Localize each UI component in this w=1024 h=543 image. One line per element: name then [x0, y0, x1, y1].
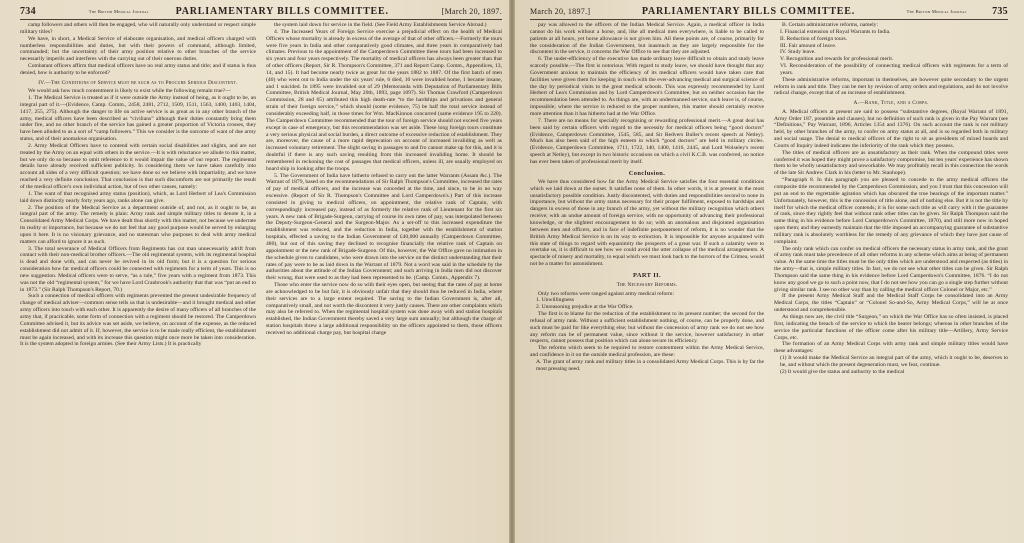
- paragraph: 2. Army Medical Officers have to contend with certain social disabilities and slights, and are not treated by the Army on an equal with others in the service.—It is with reluctance we allude to this matter, but we only do so because to omit reference to it would impair the value of our report. The regimental details have already received sufficient publicity. In considering them we have taken carefully into account all sides of a very difficult question; we have done so we believe with impartiality, and we have reached a very definite conclusion. That conclusion is that such discomforts are not primarily the result of the medical officer's own individual action, but of two other causes, namely:: [20, 142, 256, 190]
- right-page-number: 735: [992, 6, 1008, 17]
- left-page-date: [March 20, 1897.: [441, 7, 502, 16]
- paragraph: the system laid down for service in the field. (See Field Army Establishments Service Abroad.): [274, 22, 487, 28]
- list-item: I. Financial extension of Royal Warrants to India.: [780, 28, 891, 35]
- list-item: V. Recognition and rewards for professional merit.: [780, 56, 894, 63]
- right-column-1: [530, 22, 764, 376]
- paragraph: The only rank which can confer on medical officers the necessary status in army rank, and the grant of army rank must take precedence of all other reforms in any scheme which aims at being of permanent value. At the same time the titles must be the only titles which are understood and respected (as titles) in the army—that is, simple military titles. In fact, we do not see what other titles can be given. Sir Ralph Thompson said the same thing in his evidence before Lord Camperdown's Committee, 1876. “I do not know any good we go to such a point now, that I do not see how you can go a single step further without giving similar rank. I see no other way than by calling the medical officer Colonel or Major, etc.”: [774, 245, 1008, 293]
- left-column-1: [20, 22, 256, 348]
- paragraph: We would ask how much contentment is likely to exist while the following remain true?—: [28, 88, 231, 95]
- left-running-head: [20, 4, 502, 20]
- left-column-2: [266, 22, 502, 348]
- paragraph: The formation of an Army Medical Corps with army rank and simple military titles would have these advantages:: [774, 341, 1008, 355]
- right-columns: [530, 22, 1008, 376]
- paragraph: pay was allowed to the officers of the Indian Medical Service. Again, a medical officer in India cannot do his work without a horse, and, like all medical men everywhere, is liable to be called to patients at all hours, yet horse allowance is not given him. All these points are, of course, primarily for the consideration of the Indian Government, but inasmuch as they are largely responsible for the discontent in the service, it concerns the War Office to see that they are adjusted.: [530, 22, 764, 56]
- paragraph: 6. The under-efficiency of the executive has made ordinary leave difficult to obtain and study leave scarcely possible.—The first is notorious. With regard to study leave, we should have thought that any Government anxious to maintain the efficiency of its medical officers would have taken care that facilities were given them for keeping in touch with the ever-advancing medical and surgical science of the day by periodical visits to the great medical schools. This was expressly recommended by Lord Herbert of Lea's Commission and by Lord Camperdown's Committee, but on neither occasion has the recommendation been attended to. As things are, with an undermanned service, such leave is, of course, impossible; where the service is reduced to the proper numbers, this matter should certainly receive more attention than it has hitherto had at the War Office.: [530, 56, 764, 117]
- paragraph: Combatant officers affirm that medical officers have no real army status and title; and if status is thus denied, how is authority to be enforced?: [20, 63, 256, 76]
- paragraph: The reforms which seem to be required to restore contentment within the Army Medical Service, and confidence in it on the outside medical profession, are these:: [530, 345, 764, 359]
- right-running-head: [530, 4, 1008, 20]
- paragraph: 1. The want of that recognised army status (position), which, as Lord Herbert of Lea's Commission laid down distinctly nearly forty years ago, ranks alone can give.: [20, 190, 256, 204]
- right-page-title: PARLIAMENTARY BILLS COMMITTEE.: [641, 6, 856, 17]
- right-journal-name: The British Medical Journal: [906, 9, 967, 14]
- paragraph: The first is to blame for the reduction of the establishment to its present number; the second for the refusal of army rank. Without a sufficient establishment nothing, of course, can be properly done, and such must be paid for like everything else; but without the concession of army rank we do not see how any reform can be of permanent value, since without it the service, however satisfactory in other respects, cannot possess that position which can alone secure its efficiency.: [530, 311, 764, 345]
- paragraph: Only two reforms were ranged against army medical reform:: [538, 290, 675, 297]
- paragraph: B. Certain administrative reforms, namely:: [782, 22, 879, 28]
- list-item: III. Fair amount of leave.: [780, 42, 837, 49]
- paragraph: 7. There are no means for specially recognising or rewarding professional merit.—A great deal has been said by certain officers with regard to the necessity for medical officers being “good doctors” (Evidence, Camperdown Committee, 1545, 585, and Sir Redvers Buller's recent speech at Netley). Much has also been said of the high esteem in which “good doctors” are held in military circles. (Evidence, Camperdown Committee, 1711, 1722, 140, 1400, 1416, 2445, and Lord Wolseley's recent speech at Netley), but except in two historic occasions on which a civil K.C.B. was conferred, no notice has ever been taken of professional merit by itself.: [530, 117, 764, 165]
- list-item: 2. Unreasoning prejudice at the War Office.: [536, 304, 634, 311]
- right-page: [512, 0, 1024, 543]
- paragraph: A. Medical officers at present are said to possess “substantive degrees, (Royal Warrant of 1891, Army Order 187, preamble and clauses), but no definition of such rank is given in the Pay Warrant (see “Definitions,” Pay Warrant, 1896, Articles 1354 and 1376). On such account the rank is not military held, by other branches of the army, to confer on army status at all, and is so regarded both in military and social usage. The denial to medical officers of the right to sit as presidents of mixed boards and Courts of Inquiry indeed indicates the inferiority of the rank which they possess.: [774, 108, 1008, 149]
- list-item: VI. Reconsideration of the possibility of connecting medical officers with regiments for a term of years.: [780, 63, 1008, 76]
- paragraph: If the present Army Medical Staff and the Medical Staff Corps be consolidated into an Army Medical Corps, the titles “Captain” or “Colonel So-and-So, Army Medical Corps,” will be at once understood and comprehensible.: [774, 293, 1008, 314]
- right-page-date: March 20, 1897.]: [530, 7, 591, 16]
- left-page-title: PARLIAMENTARY BILLS COMMITTEE.: [175, 6, 389, 17]
- paragraph: The titles of medical officers are as unsatisfactory as their rank. When the compound titles were conferred it was hoped they might prove a satisfactory compromise, but ten years' experience has shown them to be wholly unsatisfactory and unworkable. We may profitably recall in this connection the words of the late Sir Andrew Clark in his (letter to Mr. Stanhope).: [774, 149, 1008, 177]
- paragraph: Those who enter the service now do so with their eyes open, but seeing that the rates of pay at home are acknowledged to be but fair, it is obviously unfair that they should thus be reduced in India, where their services are to a large extent required. The saving to the Indian Government is, after all, comparatively small, and not worth the discontent it very justly causes. There are other complaints which may also be referred to. When the regimental hospital system was done away with and station hospitals established, the Indian Government thereby saved a very large sum annually; but although the charge of station hospitals threw a large additional responsibility on the officers appointed to them, those officers received no additional charge pay, but hospital charge: [266, 282, 502, 336]
- part-heading: Conclusion.: [628, 169, 666, 177]
- paragraph: These administrative reforms, important in themselves, are however quite secondary to the urgent reform in rank and title. They can be met by revision of army orders and regulations, and do not involve radical change, except that of an increase of establishment.: [774, 76, 1008, 97]
- paragraph: As things now are, the civil title “Surgeon,” on which the War Office has so often insisted, is placed first, indicating the breach of the service to which the bearer belongs; whereas in other branches of the service the particular functions of the officer come after his military title—Artillery, Army Service Corps, etc.: [774, 314, 1008, 341]
- left-columns: [20, 22, 502, 348]
- paragraph: We have, in short, a Medical Service of elaborate organisation, and medical officers charged with numberless responsibilities and duties, but with their powers of command, although limited, commanded; but the uncertainty of their army position relative to other branches of the service necessarily imperils and interferes with the carrying out of their onerous duties.: [20, 35, 256, 63]
- paragraph: We have thus considered how far the Army Medical Service satisfies the four essential conditions which we laid down at the outset. It satisfies none of them. In other words, it is at present in the most unsatisfactory possible condition. Justly discontented, with duties and responsibilities second to none in importance, but without the army status necessary for their proper fulfilment, exposed to hardships and dangers in excess of those in any branch of the army, yet without the military recognition which others receive; with an undue amount of foreign service, with no opportunity of advancing their professional knowledge, or the slightest encouragement to do so; with an anomalous and disjointed organisation between men and officers, and in face of indefinite postponement of reform, it is no wonder that the British Army Medical Service is on its way to extinction. It is impossible for anyone acquainted with this state of things to regard with equanimity the prospects of a great war. If such a calamity were to overtake us, it is difficult to see how we could avoid the utter collapse of the medical arrangements. A spectacle of misery and mortality, to equal which we must look back to the horrors of the Crimea, would not be a matter for astonishment.: [530, 178, 764, 268]
- paragraph: 2. The position of the Medical Service as a department outside of, and not, as it ought to be, an integral part of the army. The remedy is plain: Army rank and simple military titles to denote it, in a Consolidated Army Medical Corps. We have dealt thus shortly with this matter, not because we underrate its reality or importance, but because we do not feel that any good purpose would be served by enlarging upon it here. It is no visionary grievance, and no statesman who purposes to deal with army medical matters can afford to ignore it as such.: [20, 204, 256, 245]
- paragraph: 4. The Increased Years of Foreign Service exercise a prejudicial effect on the health of Medical Officers whose mortality is already in excess of the average of that of other officers.—Formerly the tours were five years in India and other comparatively good climates, and three years in comparatively bad climates. Previous to the appointment of the Camperdown Committee these tours had been increased to six years and four years respectively. The mortality of medical officers has always been greater than that of other officers (Report, Sir R. Thompson's Committee, 371 and Report Camp. Comm., Appendices, 13, 14, and 15). It had become nearly twice as great for the years 1882 to 1887. Of the first batch of men (40) who went out to India under the six years' rule, 6 died, 10 were invalided home, 1 became insane, and 1 suicided. In 1895 were invalided out of 29 (Memoranda with Deputation of Parliamentary Bills Committee, British Medical Journal, May 20th, 1893, page 1097). Sir Thomas Crawford (Camperdown Commission, 28 and 65) attributed this high death-rate “to the hardships and privations and general strain of their foreign service,” which should (some evidence, 75) be half the total service instead of considerably exceeding half, in those times for Wm. MacKinnon concurred (same evidence 195 to 220). The Camperdown Committee recommended that the tour of foreign service should not exceed five years except in case of emergency, but this recommendation was set aside. These long foreign tours constitute a very serious physical and social burden, a direct outcome of excessive reduction of establishment. They are, moreover, the cause of a more rapid deprecation on account of increased invaliding as well as increased voluntary retirement. The slight saving in passages to and fro cannot make up for this, and it is doubtful if there is any such saving resulting from this increased invaliding home. It should be remembered in reckoning the cost of passages that medical officers, unless ill, are usually employed on board ship in looking after the troops.: [266, 28, 502, 172]
- paragraph: camp followers and others will then be engaged, who will naturally only understand or respect simple military titles?: [20, 22, 256, 35]
- book-gutter: [509, 0, 515, 543]
- left-page-number: 734: [20, 6, 36, 17]
- list-item: (2) It would give the status and authority to the medical: [780, 368, 905, 375]
- part-heading: PART II.: [633, 271, 661, 279]
- paragraph: 3. The total severance of Medical Officers from Regiments has cut man unnecessarily adrift from contact with their non-medical brother officers.—The old regimental system, with its regimental hospital is dead and done with, and can never be revived in its old form; but it is a question for serious consideration how far medical officers could be connected with regiments for a term of years. This is no new suggestion. Medical officers were to serve, “as a rule,” five years with a regiment from 1873. This was not the old “regimental system,” for we have Lord Cranbrook's authority that that was “put an end to in 1873.” (Sir Ralph Thompson's Report, 70.): [20, 245, 256, 293]
- list-item: (1) It would make the Medical Service an integral part of the army, which it ought to be, deserves to be, and without which the present degeneration must, we fear, continue.: [780, 355, 1008, 368]
- list-item: II. Reduction of foreign tours.: [780, 35, 848, 42]
- left-journal-name: The British Medical Journal: [88, 9, 149, 14]
- list-item: IV. Study leave.: [780, 49, 816, 56]
- sub-heading: The Necessary Reforms.: [616, 282, 678, 289]
- sub-heading: A.—Rank, Title, and a Corps.: [853, 100, 929, 107]
- section-heading: IV.—The Conditions of Service must be such as to Procure Serious Discontent.: [38, 79, 238, 86]
- paragraph: 5. The Government of India have hitherto refused to carry out the latter Warrants (Assam &c.). The Warrant of 1879, based on the recommendations of Sir Ralph Thompson's Committee, increased the rates of pay of medical officers, and the increase was conceded at the time, and since, to be in no way excessive. (Report of Sir R. Thompson's Committee and Lord Camperdown's.) Part of this increase consisted in giving to medical officers, on appointment, the relative rank of Captain, with correspondingly increased pay, instead of as formerly the relative rank of Lieutenant for the first six years. A new rank of Brigade-Surgeon, carrying of course its own rates of pay, was interpolated between the Deputy-Surgeon-General and the Surgeon-Major. As a set-off to this increased expenditure the establishment was reduced, and the reduction in India, together with the establishment of station hospitals, effected a saving to the Indian Government of £40,000 annually (Camperdown Committee, 480), but out of this saving they declined to recognise financially the relative rank of Captain on appointment or the new rank of Brigade-Surgeon. Of this, however, the War Office gave no intimation in the schedule given to candidates, who were drawn into the service on the distinct understanding that their rates of pay were to be as laid down in the Warrant of 1879. Not a word was said in the schedule by the authorities about the attitude of the Indian Government; and such arriving in India men did not discover their wrong, that were used to as they had been represented to be. (Camp. Comm., Appendix 7).: [266, 172, 502, 282]
- paragraph: Such a connection of medical officers with regiments prevented the present undesirable frequency of change of medical adviser—common sense tells us that is undesirable—and it brought medical and other army officers into touch with each other. It is apparently the desire of many officers of all branches of the army that, if practicable, some form of connection with a regiment should be restored. The Camperdown Committee advised it, but its advice was set aside, we believe, on account of the expense, as the reduced establishment did not admit of it. If, however, the service is to be made really efficient, the establishment must be again increased, and with its increase this question might once more be taken into consideration. It is the system adopted in foreign armies. (See their Army Lists.) It is practically: [20, 293, 256, 348]
- list-item: 1. Unwillingness: [536, 297, 574, 304]
- paragraph: 1. The Medical Service is treated as if it were outside the Army instead of being, as it ought to be, an integral part of it.—(Evidence, Camp. Comm., 2458, 2481, 2712, 1509, 1511, 1563, 1400, 1403, 1404, 1417, 255, 275). Although the danger to life on active service is as great as in any other branch of the army, medical officers have been described as “civilians” although their duties constantly bring them under fire, and no other branch of the service has gained a greater proportion of Victoria crosses, they have been alluded to as a sort of “camp followers.” This we consider is the outcome of want of due army status, and of their anomalous organisation.: [20, 95, 256, 143]
- paragraph: “Paragraph 8. In this paragraph you are pleased to concede to the army medical officers the composite title recommended by the Camperdown Commission, and you I trust that this concession will put an end to the regrettable agitation which has obscured the true bearings of the important matter.” Unfortunately, however, this is the concession of title alone, and of nothing else. But it is not the title by itself for which the medical officer contends; it is for some such title as will carry with it the guarantee of rank, since they rightly feel that without rank other titles can be given. Sir Ralph Thompson said the same thing in his evidence before Lord Camperdown's Committee, 1870), and still more now in hoped upon them; and they earnestly maintain that the title imposed an accompanying guarantee of substantive military rank is absolutely worthless for the remedy of any grievance of which they have just cause of complaint.: [774, 177, 1008, 245]
- right-column-2: [774, 22, 1008, 376]
- list-item: A. The grant of army rank and military titles in a consolidated Army Medical Corps. This is by far the most pressing need.: [536, 358, 764, 372]
